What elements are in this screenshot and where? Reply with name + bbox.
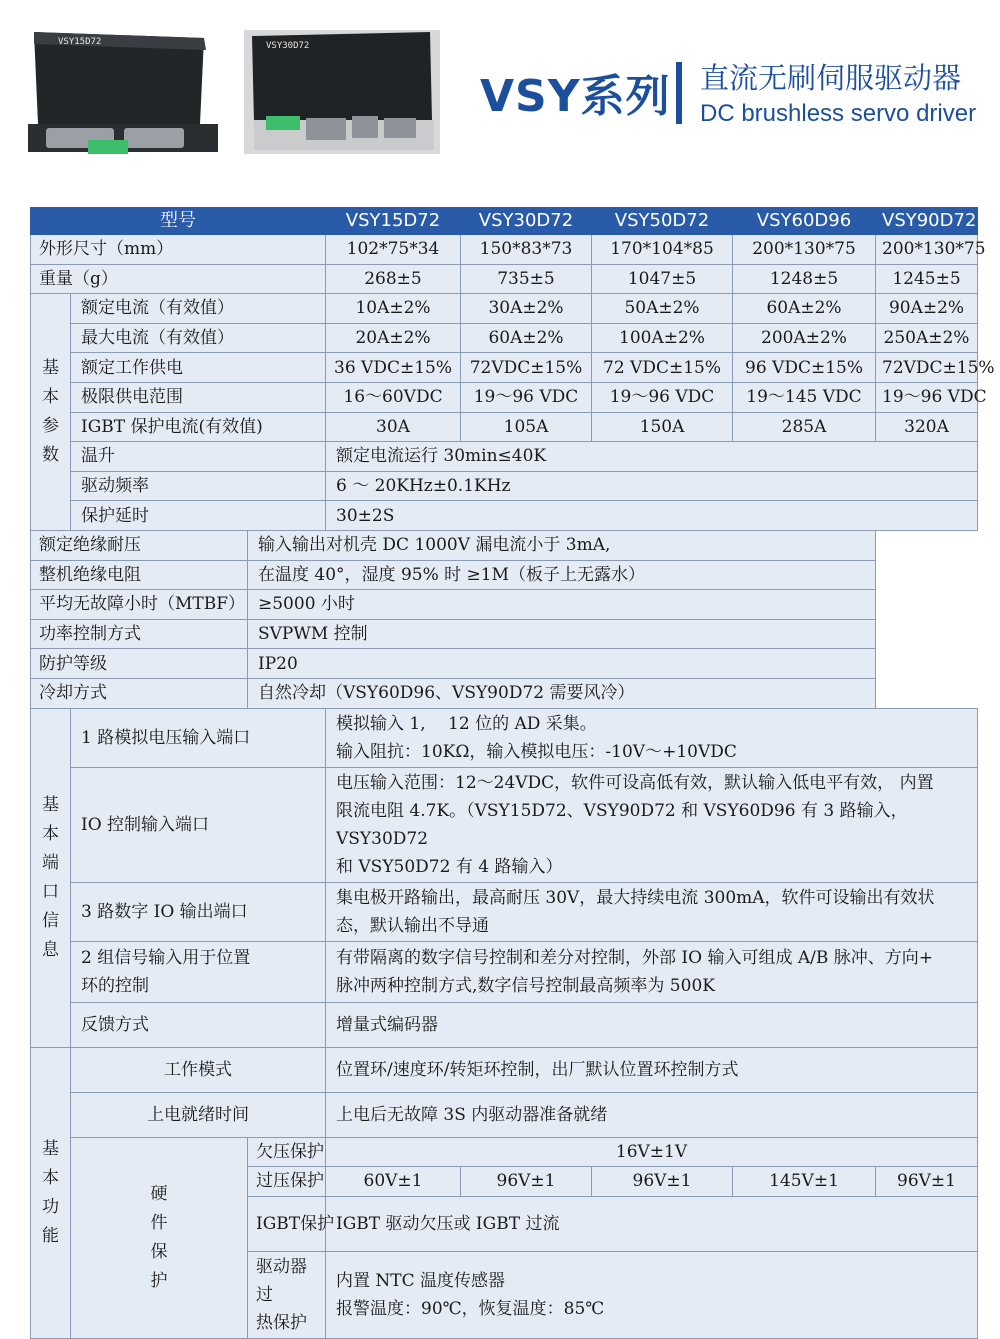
driver-device-image xyxy=(28,28,218,156)
cell: 内置 NTC 温度传感器 报警温度：90℃，恢复温度：85℃ xyxy=(326,1251,978,1338)
title-divider xyxy=(676,62,682,124)
cell: 102*75*34 xyxy=(326,235,461,265)
cell: 19～96 VDC xyxy=(592,382,733,412)
cell: 50A±2% xyxy=(592,294,733,324)
cell: 1047±5 xyxy=(592,264,733,294)
header-model-1: VSY15D72 xyxy=(326,208,461,235)
table-row xyxy=(31,323,978,353)
cell: IGBT 驱动欠压或 IGBT 过流 xyxy=(326,1196,978,1251)
table-row xyxy=(31,530,978,560)
group-basic-functions: 基 本 功 能 xyxy=(31,1047,71,1338)
cell: 96V±1 xyxy=(592,1167,733,1197)
cell: 30A±2% xyxy=(461,294,592,324)
row-label: 驱动频率 xyxy=(71,471,326,501)
row-label: 平均无故障小时（MTBF） xyxy=(31,590,248,620)
table-row xyxy=(31,1092,978,1137)
cell: 16～60VDC xyxy=(326,382,461,412)
row-label: 冷却方式 xyxy=(31,678,248,708)
cell: 96V±1 xyxy=(876,1167,978,1197)
table-row xyxy=(31,412,978,442)
row-label: 欠压保护 xyxy=(248,1137,326,1167)
cell: SVPWM 控制 xyxy=(248,619,876,649)
table-row xyxy=(31,501,978,531)
table-row xyxy=(31,590,978,620)
cell: 增量式编码器 xyxy=(326,1002,978,1047)
cell: 19～96 VDC xyxy=(876,382,978,412)
cell: 72VDC±15% xyxy=(876,353,978,383)
group-basic-params: 基 本 参 数 xyxy=(31,294,71,531)
table-row xyxy=(31,264,978,294)
device2-label: VSY30D72 xyxy=(266,41,310,51)
row-label: 2 组信号输入用于位置 环的控制 xyxy=(71,941,326,1002)
cell: 72 VDC±15% xyxy=(592,353,733,383)
cell: 145V±1 xyxy=(733,1167,876,1197)
table-row xyxy=(31,767,978,882)
table-row xyxy=(31,649,978,679)
row-label: 额定电流（有效值） xyxy=(71,294,326,324)
cell: 集电极开路输出，最高耐压 30V，最大持续电流 300mA，软件可设输出有效状 态，默认输出不导通 xyxy=(326,882,978,941)
cell: 6 ～ 20KHz±0.1KHz xyxy=(326,471,978,501)
header-model-2: VSY30D72 xyxy=(461,208,592,235)
table-row xyxy=(31,294,978,324)
row-label: 防护等级 xyxy=(31,649,248,679)
table-row xyxy=(31,1002,978,1047)
cell: 285A xyxy=(733,412,876,442)
table-row xyxy=(31,442,978,472)
row-label: 保护延时 xyxy=(71,501,326,531)
cell: 输入输出对机壳 DC 1000V 漏电流小于 3mA, xyxy=(248,530,876,560)
row-label: 反馈方式 xyxy=(71,1002,326,1047)
cell: ≥5000 小时 xyxy=(248,590,876,620)
cell: 268±5 xyxy=(326,264,461,294)
cell: 20A±2% xyxy=(326,323,461,353)
cell: 19～145 VDC xyxy=(733,382,876,412)
table-row xyxy=(31,678,978,708)
row-label: 整机绝缘电阻 xyxy=(31,560,248,590)
cell: 1248±5 xyxy=(733,264,876,294)
cell: 30A xyxy=(326,412,461,442)
cell: 额定电流运行 30min≤40K xyxy=(326,442,978,472)
cell: 1245±5 xyxy=(876,264,978,294)
row-label: 工作模式 xyxy=(71,1047,326,1092)
cell: 72VDC±15% xyxy=(461,353,592,383)
group-hardware-protection: 硬 件 保 护 xyxy=(71,1137,248,1338)
cell: 60A±2% xyxy=(733,294,876,324)
cell: 150A xyxy=(592,412,733,442)
cell: 19～96 VDC xyxy=(461,382,592,412)
cell: 模拟输入 1, 12 位的 AD 采集。 输入阻抗：10KΩ，输入模拟电压：-10V～+10VDC xyxy=(326,708,978,767)
cell: 16V±1V xyxy=(326,1137,978,1167)
table-row xyxy=(31,382,978,412)
cell: 在温度 40°，湿度 95% 时 ≥1M（板子上无露水） xyxy=(248,560,876,590)
cell: 上电后无故障 3S 内驱动器准备就绪 xyxy=(326,1092,978,1137)
row-label: 驱动器过 热保护 xyxy=(248,1251,326,1338)
cell: 320A xyxy=(876,412,978,442)
brand-title: VSY系列 xyxy=(480,71,671,122)
header-model-4: VSY60D96 xyxy=(733,208,876,235)
device1-label: VSY15D72 xyxy=(58,37,102,47)
cell: 150*83*73 xyxy=(461,235,592,265)
row-label: 功率控制方式 xyxy=(31,619,248,649)
row-label: 额定工作供电 xyxy=(71,353,326,383)
header-model-3: VSY50D72 xyxy=(592,208,733,235)
cell: 位置环/速度环/转矩环控制，出厂默认位置环控制方式 xyxy=(326,1047,978,1092)
product-photo-vsy15d72 xyxy=(28,28,218,156)
row-label: 过压保护 xyxy=(248,1167,326,1197)
cell: 170*104*85 xyxy=(592,235,733,265)
cell: 100A±2% xyxy=(592,323,733,353)
driver-device-image xyxy=(244,30,440,154)
row-label: IGBT 保护电流(有效值) xyxy=(71,412,326,442)
row-label: 额定绝缘耐压 xyxy=(31,530,248,560)
spec-table xyxy=(30,207,995,1339)
table-row xyxy=(31,941,978,1002)
table-header-row xyxy=(31,208,978,235)
cell: 200*130*75 xyxy=(733,235,876,265)
cell: 90A±2% xyxy=(876,294,978,324)
cell: 105A xyxy=(461,412,592,442)
table-row xyxy=(31,353,978,383)
product-title-en: DC brushless servo driver xyxy=(700,100,977,127)
header-model: 型号 xyxy=(31,208,326,235)
product-title-cn: 直流无刷伺服驱动器 xyxy=(700,61,962,95)
cell: 60A±2% xyxy=(461,323,592,353)
cell: 250A±2% xyxy=(876,323,978,353)
cell: 36 VDC±15% xyxy=(326,353,461,383)
cell: 30±2S xyxy=(326,501,978,531)
row-label: 最大电流（有效值） xyxy=(71,323,326,353)
cell: 自然冷却（VSY60D96、VSY90D72 需要风冷） xyxy=(248,678,876,708)
table-row xyxy=(31,1047,978,1092)
table-row xyxy=(31,1137,978,1167)
table-row xyxy=(31,471,978,501)
table-row xyxy=(31,882,978,941)
cell: 200*130*75 xyxy=(876,235,978,265)
cell: 96V±1 xyxy=(461,1167,592,1197)
cell: 有带隔离的数字信号控制和差分对控制，外部 IO 输入可组成 A/B 脉冲、方向+ 脉冲两种控制方式,数字信号控制最高频率为 500K xyxy=(326,941,978,1002)
cell: 电压输入范围：12～24VDC，软件可设高低有效，默认输入低电平有效， 内置 限流电阻 4.7K。（VSY15D72、VSY90D72 和 VSY60D96 有 3 路输入，VSY30D72 和 VSY50D72 有 4 路输入） xyxy=(326,767,978,882)
row-label: 3 路数字 IO 输出端口 xyxy=(71,882,326,941)
row-label: 1 路模拟电压输入端口 xyxy=(71,708,326,767)
row-label: 上电就绪时间 xyxy=(71,1092,326,1137)
cell: 96 VDC±15% xyxy=(733,353,876,383)
cell: IP20 xyxy=(248,649,876,679)
row-label: 重量（g） xyxy=(31,264,326,294)
cell: 200A±2% xyxy=(733,323,876,353)
table-row xyxy=(31,708,978,767)
row-label: 外形尺寸（mm） xyxy=(31,235,326,265)
table-row xyxy=(31,235,978,265)
row-label: IO 控制输入端口 xyxy=(71,767,326,882)
table-row xyxy=(31,619,978,649)
product-photo-vsy30d72 xyxy=(244,30,440,154)
group-port-info: 基 本 端 口 信 息 xyxy=(31,708,71,1047)
cell: 735±5 xyxy=(461,264,592,294)
table-row xyxy=(31,560,978,590)
cell: 60V±1 xyxy=(326,1167,461,1197)
cell: 10A±2% xyxy=(326,294,461,324)
row-label: IGBT保护 xyxy=(248,1196,326,1251)
row-label: 温升 xyxy=(71,442,326,472)
header-model-5: VSY90D72 xyxy=(876,208,978,235)
row-label: 极限供电范围 xyxy=(71,382,326,412)
